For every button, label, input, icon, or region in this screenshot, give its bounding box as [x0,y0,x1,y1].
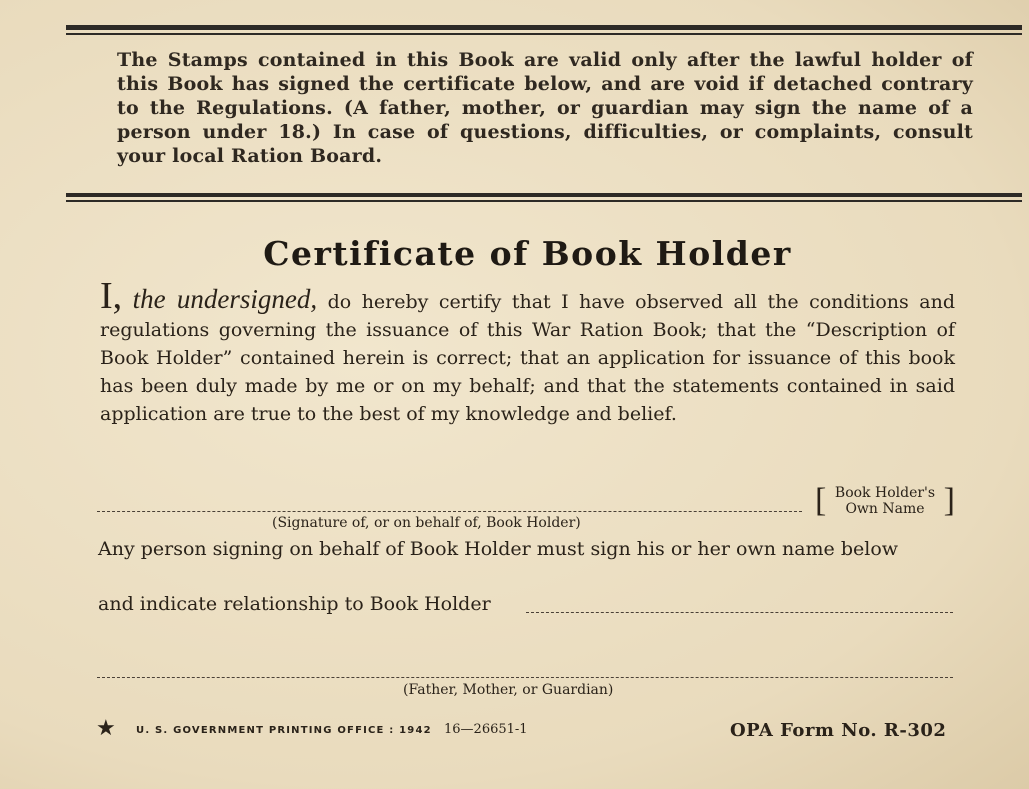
own-name-bracket [815,484,955,524]
signature-line[interactable] [97,511,802,512]
own-name-label-line2: Own Name [845,501,925,517]
top-rule-thin [66,33,1022,35]
printer-imprint: U. S. GOVERNMENT PRINTING OFFICE : 1942 [136,725,432,736]
guardian-signature-line[interactable] [97,677,953,678]
top-rule-thick [66,25,1022,30]
signature-caption: (Signature of, or on behalf of, Book Holder) [272,515,581,531]
certificate-title: Certificate of Book Holder [263,234,792,273]
certificate-body [100,275,955,428]
star-icon: ★ [96,716,116,741]
right-bracket: ] [943,482,955,519]
left-bracket: [ [815,482,827,519]
guardian-caption: (Father, Mother, or Guardian) [403,682,614,698]
relationship-line[interactable] [526,612,953,613]
relationship-label: and indicate relationship to Book Holder [98,593,491,615]
certificate-text: do hereby certify that I have observed all the conditions and regulations governing the issuance of this War Ration Book; that the “Description of Book Holder” contained herein is correct; that an application for issuance of this book has been duly made by me or on my behalf; and that the statements contained in said application are true to the best of my knowledge and belief. [100,291,955,425]
behalf-instruction: Any person signing on behalf of Book Holder must sign his or her own name below [98,538,899,560]
form-number: OPA Form No. R-302 [730,720,947,741]
middle-rule-thick [66,193,1022,197]
own-name-label [827,485,943,517]
print-code: 16—26651-1 [444,722,528,737]
validity-notice: The Stamps contained in this Book are valid only after the lawful holder of this Book has signed the certificate below, and are void if detached contrary to the Regulations. (A father, mother, or guardian may sign the name of a person under 18.) In case of questions, difficulties, or complaints, consult your local Ration Board. [117,49,973,167]
middle-rule-thin [66,200,1022,202]
own-name-label-line1: Book Holder's [834,485,936,501]
certificate-lead-italic: the undersigned, [132,284,318,314]
certificate-lead-letter: I, [100,275,123,317]
